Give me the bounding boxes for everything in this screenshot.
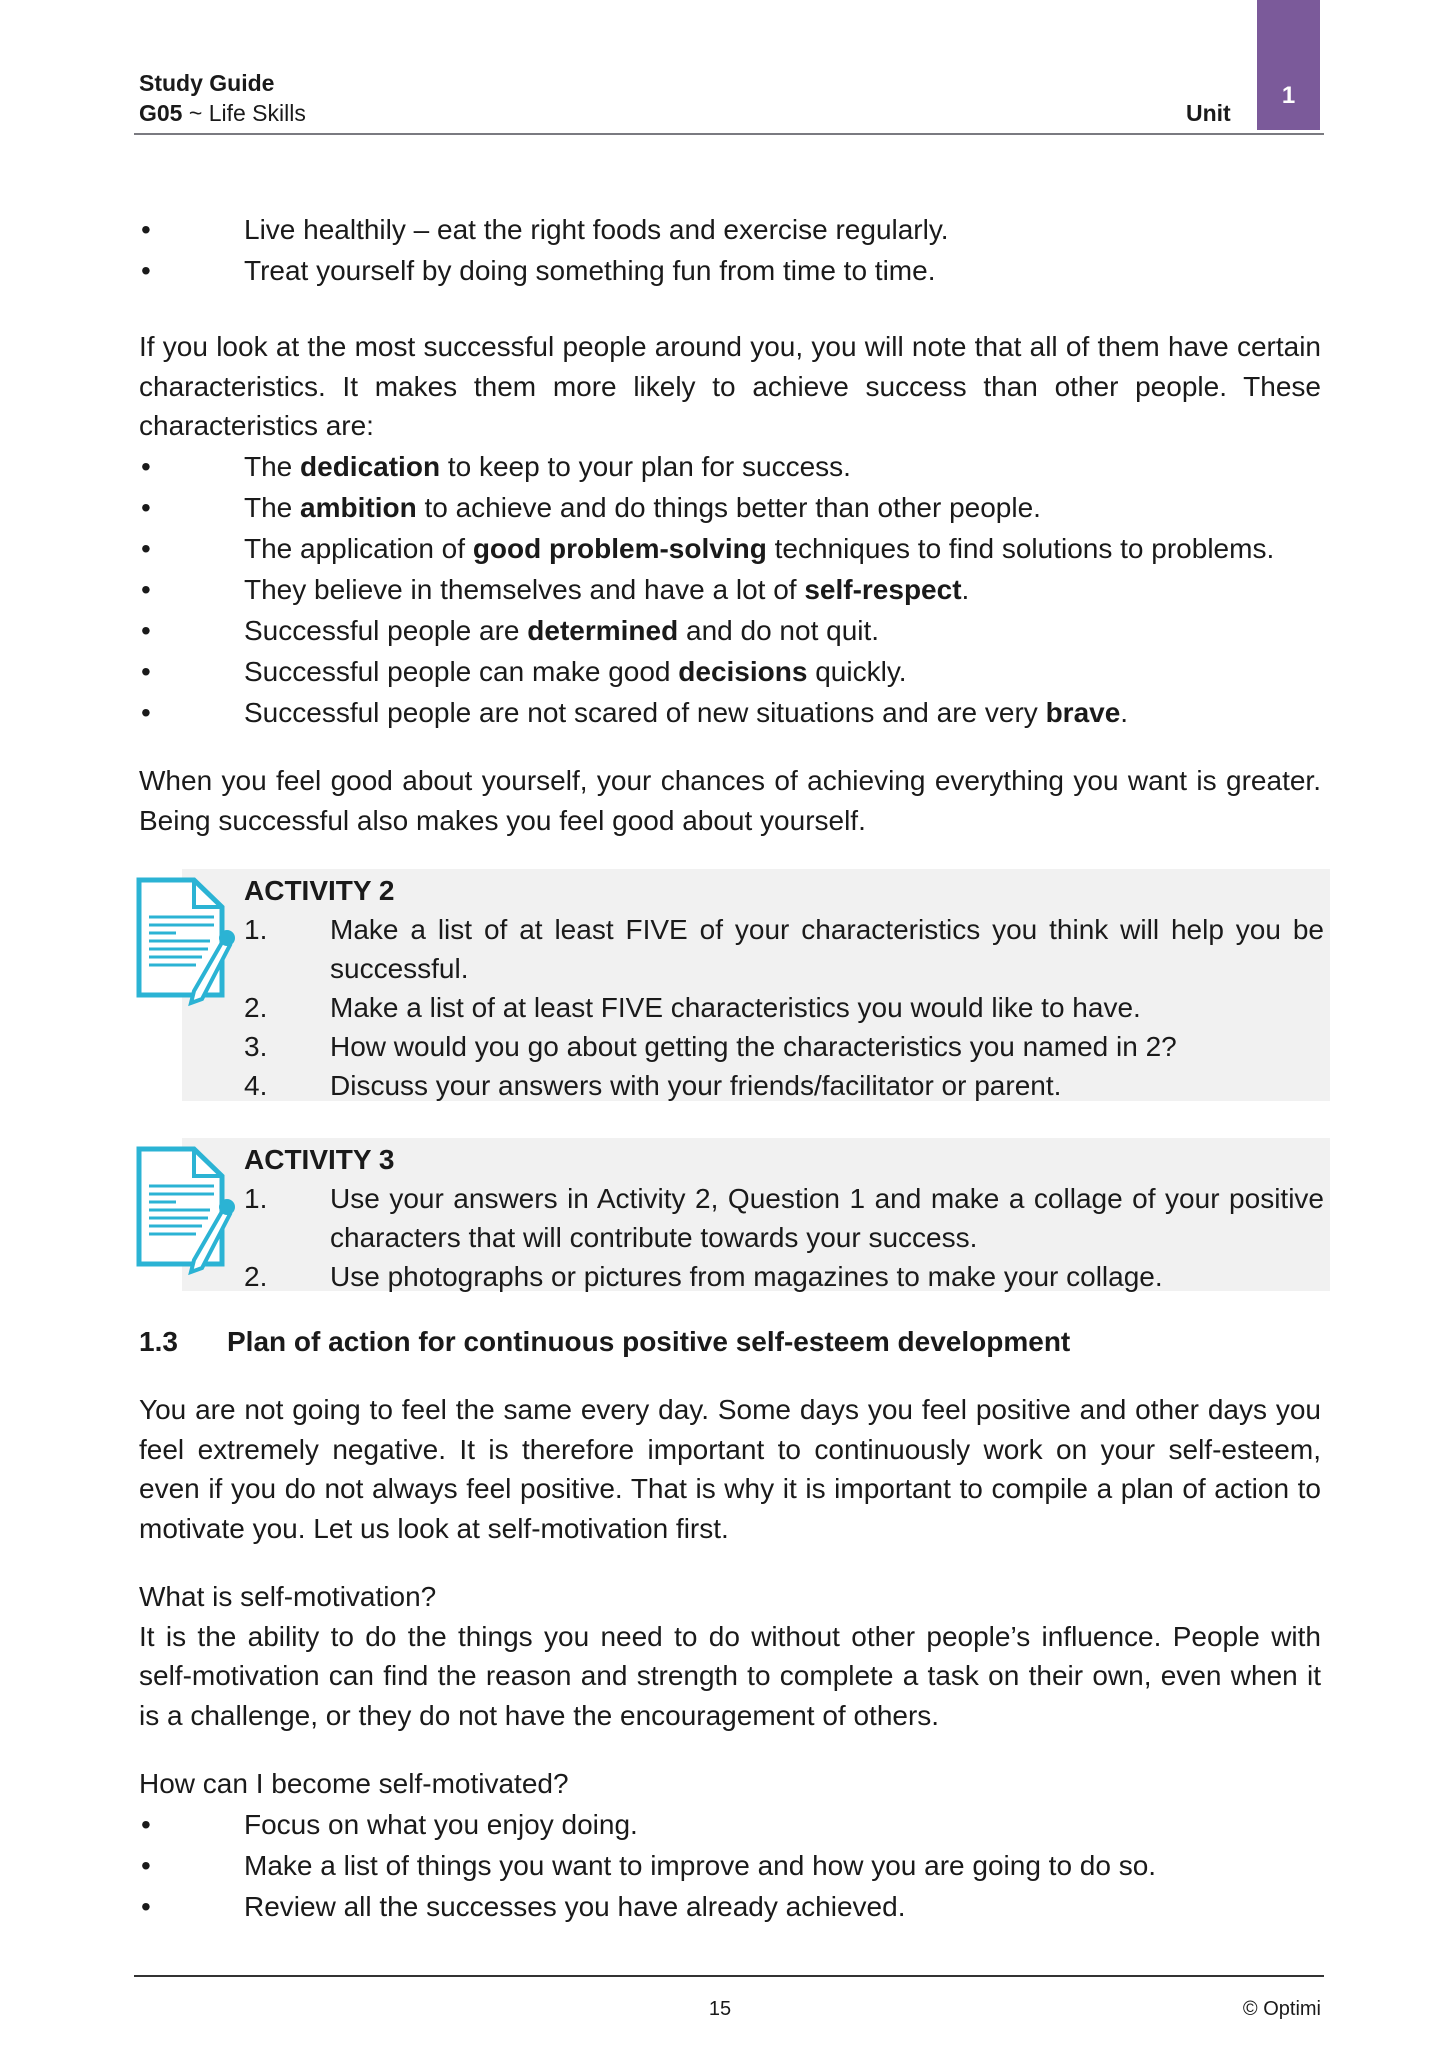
self-motivation-block: [139, 1577, 1321, 1735]
list-item: • Live healthily – eat the right foods and exercise regularly.: [139, 209, 1321, 250]
section-number: 1.3: [139, 1326, 178, 1357]
text: Successful people can make good: [244, 655, 679, 687]
unit-number: 1: [1281, 82, 1296, 109]
activity-item: [244, 988, 1324, 1027]
unit-label: Unit: [1186, 100, 1231, 126]
document-pencil-icon: [136, 1146, 236, 1276]
guide-title: Study Guide: [139, 70, 275, 96]
question: What is self-motivation?: [139, 1581, 437, 1612]
item-text: Make a list of at least FIVE of your characteristics you think will help you be successful.: [330, 914, 1324, 984]
paragraph: You are not going to feel the same every day. Some days you feel positive and other days you feel extremely negative. It is therefore important to continuously work on your self-esteem, even if you do not always feel positive. That is why it is important to compile a plan of action to motivate you. Let us look at self-motivation first.: [139, 1394, 1321, 1544]
list-item: [139, 569, 1321, 610]
page-number: 15: [708, 1998, 732, 2020]
emphasis: ambition: [300, 491, 417, 523]
text: to keep to your plan for success.: [440, 450, 851, 482]
item-number: 3.: [244, 1031, 268, 1062]
item-number: 2.: [244, 1261, 268, 1292]
list-item: [139, 692, 1321, 733]
activity-item: [244, 1179, 1324, 1257]
text: to achieve and do things better than other people.: [416, 491, 1041, 523]
text: The: [244, 491, 301, 523]
text: and do not quit.: [678, 614, 880, 646]
text: The application of: [244, 532, 473, 564]
unit-tab: [1257, 0, 1320, 130]
activity-item: [244, 910, 1324, 988]
paragraph-3: [139, 1390, 1321, 1548]
item-text: Use photographs or pictures from magazines to make your collage.: [330, 1261, 1163, 1292]
paragraph-2: [139, 761, 1321, 840]
text: .: [1120, 696, 1129, 728]
emphasis: determined: [527, 614, 679, 646]
text: The: [244, 450, 301, 482]
activity-item: [244, 1066, 1324, 1105]
activity-2-box: [182, 869, 1330, 1101]
list-item: [139, 528, 1321, 569]
item-number: 1.: [244, 1183, 268, 1214]
list-item: • Treat yourself by doing something fun from time to time.: [139, 250, 1321, 291]
characteristics-list: [139, 446, 1321, 733]
text: quickly.: [807, 655, 907, 687]
text: techniques to find solutions to problems.: [766, 532, 1275, 564]
how-block: [139, 1764, 1321, 1927]
text: They believe in themselves and have a lot of: [244, 573, 805, 605]
item-number: 1.: [244, 914, 268, 945]
list-item: • Review all the successes you have already achieved.: [139, 1886, 1321, 1927]
list-item: [139, 651, 1321, 692]
text: Successful people are: [244, 614, 528, 646]
item-text: How would you go about getting the characteristics you named in 2?: [330, 1031, 1177, 1062]
activity-item: [244, 1257, 1324, 1296]
document-pencil-icon: [136, 877, 236, 1007]
text: .: [961, 573, 970, 605]
footer-rule: [134, 1975, 1324, 1977]
list-item: [139, 487, 1321, 528]
activity-title: ACTIVITY 3: [244, 1144, 395, 1175]
paragraph: If you look at the most successful people around you, you will note that all of them have certain characteristics. It makes them more likely to achieve success than other people. These characteristics are:: [139, 331, 1321, 441]
list-item: • Make a list of things you want to improve and how you are going to do so.: [139, 1845, 1321, 1886]
course-title: [139, 98, 306, 128]
item-number: 4.: [244, 1070, 268, 1101]
copyright: © Optimi: [1242, 1998, 1321, 2020]
characteristics-section: [139, 327, 1321, 733]
section-title: Plan of action for continuous positive self-esteem development: [227, 1326, 1071, 1357]
section-heading: [139, 1322, 1321, 1362]
emphasis: self-respect: [804, 573, 962, 605]
emphasis: decisions: [678, 655, 808, 687]
activity-3-box: [182, 1138, 1330, 1291]
list-item: • Focus on what you enjoy doing.: [139, 1804, 1321, 1845]
item-number: 2.: [244, 992, 268, 1023]
header-text: [139, 68, 306, 128]
activity-item: [244, 1027, 1324, 1066]
text: Successful people are not scared of new situations and are very: [244, 696, 1046, 728]
course-name: Life Skills: [208, 100, 306, 126]
question: How can I become self-motivated?: [139, 1768, 569, 1799]
item-text: Discuss your answers with your friends/facilitator or parent.: [330, 1070, 1062, 1101]
course-sep: ~: [182, 100, 209, 126]
top-bullets: [139, 209, 1321, 291]
activity-title: ACTIVITY 2: [244, 875, 395, 906]
header-rule: [134, 133, 1324, 135]
item-text: Make a list of at least FIVE characteristics you would like to have.: [330, 992, 1141, 1023]
emphasis: dedication: [300, 450, 441, 482]
item-text: Use your answers in Activity 2, Question 1 and make a collage of your positive characters that will contribute towards your success.: [330, 1183, 1324, 1253]
emphasis: good problem-solving: [472, 532, 767, 564]
paragraph: It is the ability to do the things you need to do without other people’s influence. People with self-motivation can find the reason and strength to complete a task on their own, even when it is a challenge, or they do not have the encouragement of others.: [139, 1620, 1321, 1731]
list-item: [139, 610, 1321, 651]
emphasis: brave: [1045, 696, 1121, 728]
paragraph: When you feel good about yourself, your chances of achieving everything you want is greater. Being successful also makes you feel good about yourself.: [139, 765, 1321, 836]
list-item: [139, 446, 1321, 487]
course-code: G05: [139, 100, 183, 126]
